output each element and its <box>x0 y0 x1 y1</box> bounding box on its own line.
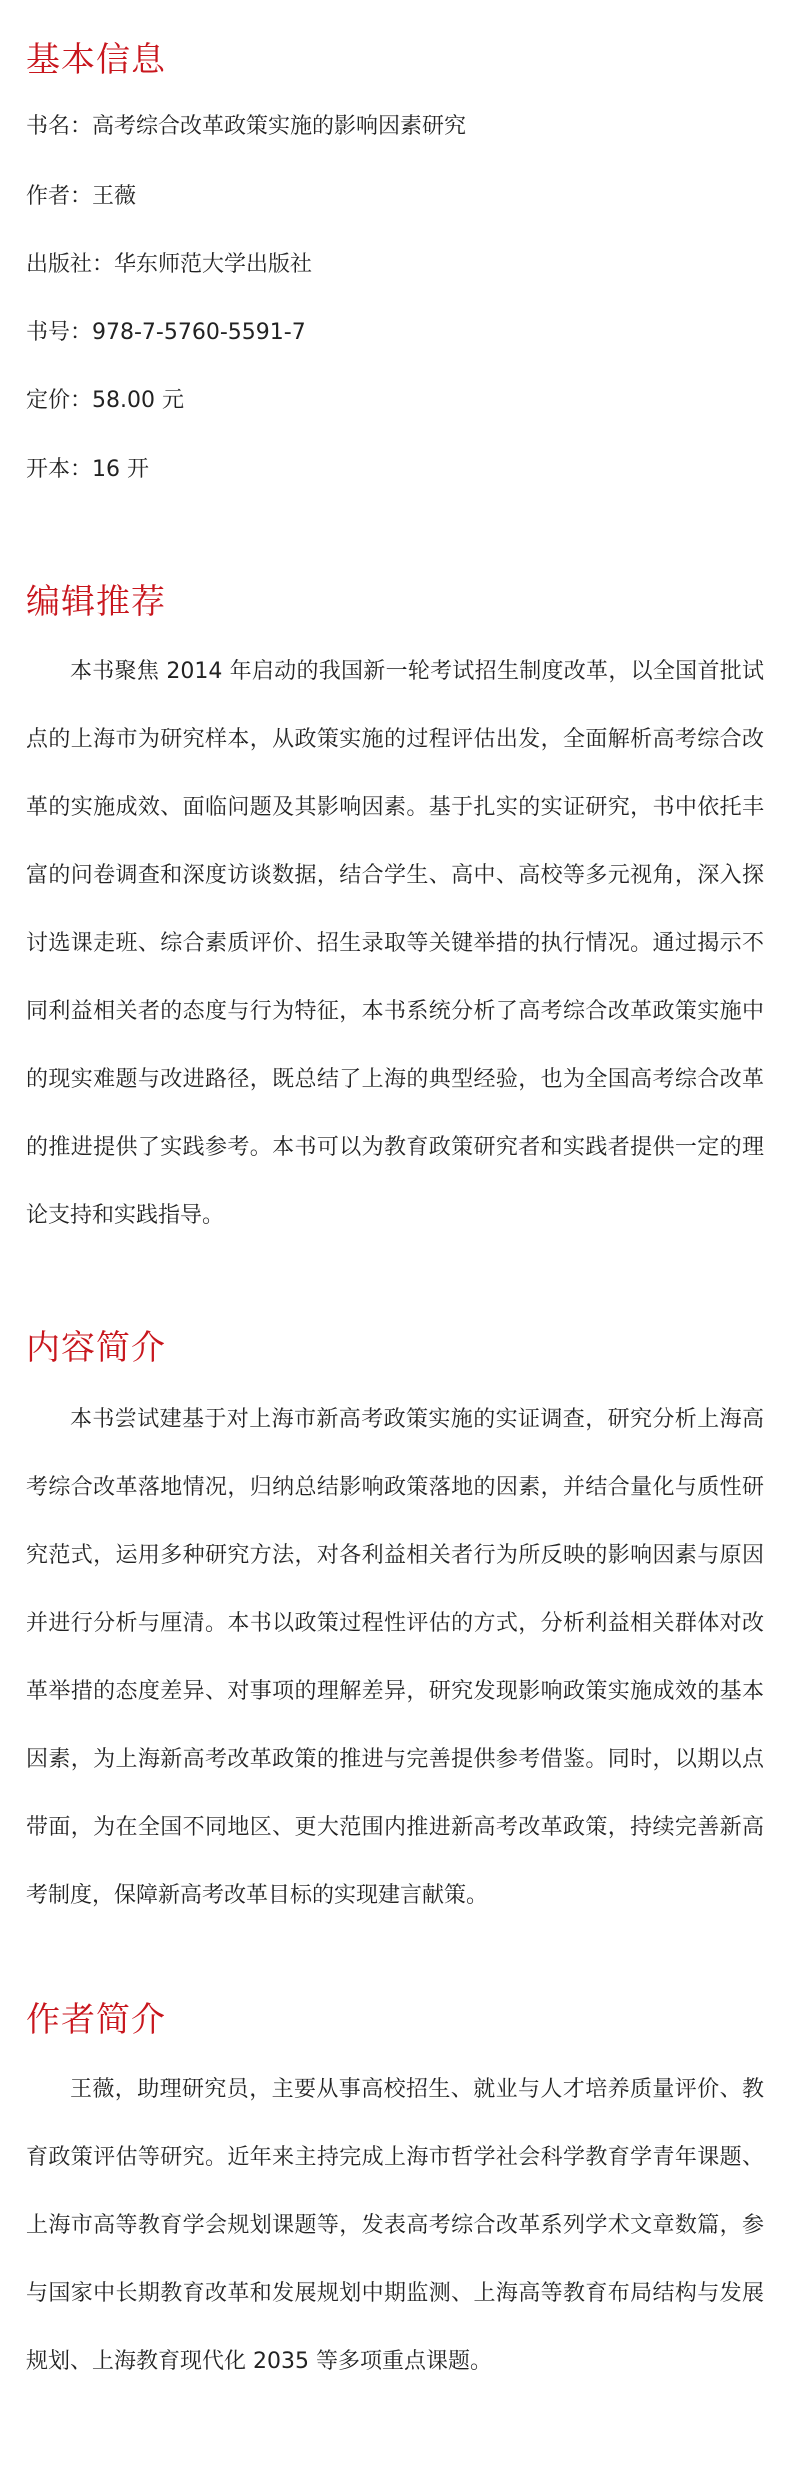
price-line: 定价：58.00 元 <box>26 388 184 413</box>
author-line: 作者：王薇 <box>26 184 137 209</box>
author-introduction-paragraph: 王薇，助理研究员，主要从事高校招生、就业与人才培养质量评价、教育政策评估等研究。近年来主持完成上海市哲学社会科学教育学青年课题、上海市高等教育学会规划课题等，发表高考综合改革系列学术文章数篇，参与国家中长期教育改革和发展规划中期监测、上海高等教育布局结构与发展规划、上海教育现代化 2035 等多项重点课题。 <box>26 2077 764 2374</box>
publisher-line: 出版社：华东师范大学出版社 <box>26 252 313 277</box>
section-title-author-introduction: 作者简介 <box>26 2000 166 2040</box>
section-title-content-introduction: 内容简介 <box>26 1328 166 1368</box>
section-title-editor-recommendation: 编辑推荐 <box>26 582 166 622</box>
content-introduction-paragraph: 本书尝试建基于对上海市新高考政策实施的实证调查，研究分析上海高考综合改革落地情况，归纳总结影响政策落地的因素，并结合量化与质性研究范式，运用多种研究方法，对各利益相关者行为所反映的影响因素与原因并进行分析与厘清。本书以政策过程性评估的方式，分析利益相关群体对改革举措的态度差异、对事项的理解差异，研究发现影响政策实施成效的基本因素，为上海新高考改革政策的推进与完善提供参考借鉴。同时，以期以点带面，为在全国不同地区、更大范围内推进新高考改革政策，持续完善新高考制度，保障新高考改革目标的实现建言献策。 <box>26 1407 764 1908</box>
format-line: 开本：16 开 <box>26 457 149 482</box>
book-name-line: 书名：高考综合改革政策实施的影响因素研究 <box>26 114 467 139</box>
editor-recommendation-paragraph: 本书聚焦 2014 年启动的我国新一轮考试招生制度改革，以全国首批试点的上海市为研究样本，从政策实施的过程评估出发，全面解析高考综合改革的实施成效、面临问题及其影响因素。基于扎实的实证研究，书中依托丰富的问卷调查和深度访谈数据，结合学生、高中、高校等多元视角，深入探讨选课走班、综合素质评价、招生录取等关键举措的执行情况。通过揭示不同利益相关者的态度与行为特征，本书系统分析了高考综合改革政策实施中的现实难题与改进路径，既总结了上海的典型经验，也为全国高考综合改革的推进提供了实践参考。本书可以为教育政策研究者和实践者提供一定的理论支持和实践指导。 <box>26 659 764 1228</box>
isbn-line: 书号：978-7-5760-5591-7 <box>26 320 306 345</box>
section-title-basic-info: 基本信息 <box>26 40 166 80</box>
